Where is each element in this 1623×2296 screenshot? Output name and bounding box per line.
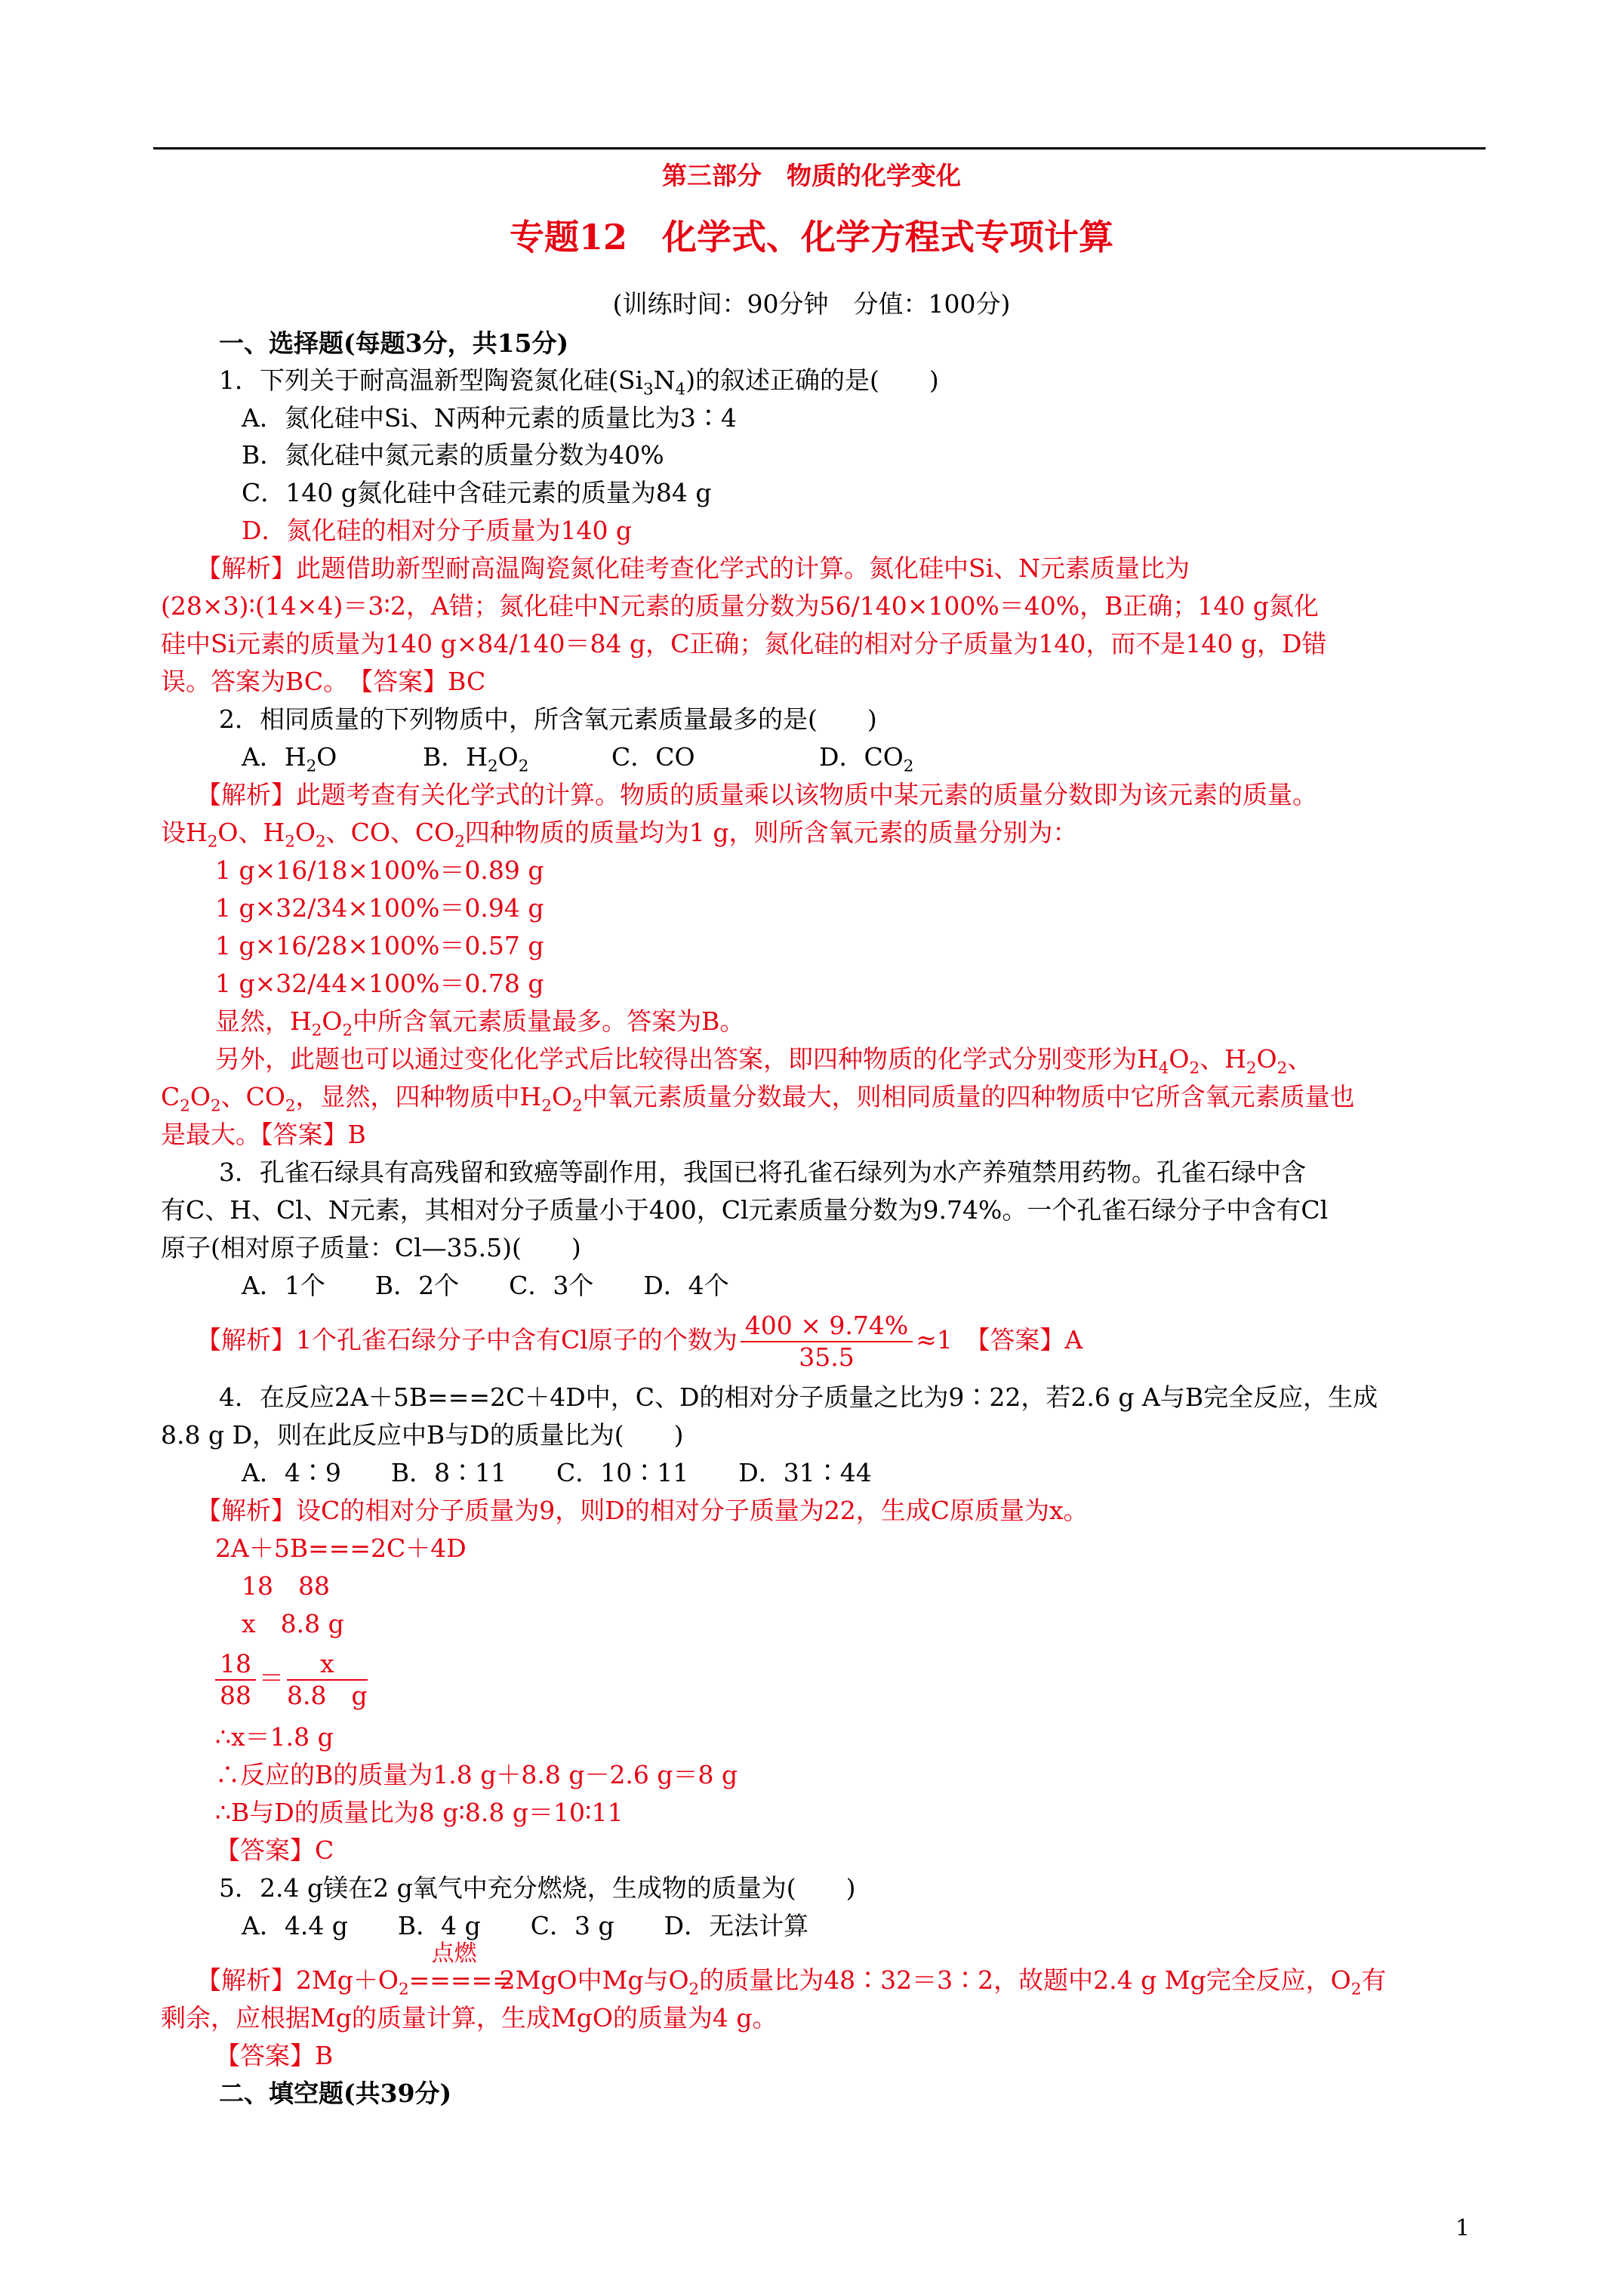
q4-equation: 2A＋5B===2C＋4D — [215, 1533, 467, 1563]
q2-alt-2: $C_2O_2$、$CO_2$，显然，四种物质中$H_2O_2$中氧元素质量分数最大，则相同质量的四种物质中它所含氧元素质量也 — [161, 1082, 1355, 1116]
q2-option-c: C．CO — [611, 742, 695, 772]
part2-heading: 二、填空题(共39分) — [219, 2079, 452, 2108]
q5-explanation-1: 【解析】$2Mg+O_2$ 点燃 ===== 2MgO中Mg与$O_2$的质量比为48∶32＝3∶2，故题中2.4 g Mg完全反应，$O_2$有 — [196, 1940, 1387, 1999]
q5-explanation-2: 剩余，应根据Mg的质量计算，生成MgO的质量为4 g。 — [161, 2003, 778, 2032]
q1-option-c: C．140 g氮化硅中含硅元素的质量为84 g — [242, 478, 712, 507]
q4-step-1: ∴x＝1.8 g — [215, 1722, 334, 1752]
q2-stem: 2．相同质量的下列物质中，所含氧元素质量最多的是( ) — [219, 704, 877, 734]
q1-explanation-2: (28×3)∶(14×4)＝3∶2，A错；氮化硅中N元素的质量分数为56/140×100%＝40%，B正确；140 g氮化 — [161, 591, 1319, 621]
q3-explanation: 【解析】1个孔雀石绿分子中含有Cl原子的个数为 $\frac{400 \times 9.74\%}{35.5}$ ≈1 【答案】A — [196, 1311, 1083, 1372]
q2-option-a: A．$H_2O$ — [242, 742, 337, 776]
q4-stem-2: 8.8 g D，则在此反应中B与D的质量比为( ) — [161, 1420, 684, 1450]
q1-explanation-4: 误。答案为BC。 【答案】BC — [161, 667, 486, 696]
q2-alt-3: 是最大。【答案】B — [161, 1120, 366, 1149]
q5-answer: 【答案】B — [215, 2041, 334, 2070]
q2-explanation-1: 【解析】此题考查有关化学式的计算。物质的质量乘以该物质中某元素的质量分数即为该元素的质量。 — [196, 780, 1317, 809]
q4-stem-1: 4．在反应2A＋5B===2C＋4D中，C、D的相对分子质量之比为9∶22，若2.6 g A与B完全反应，生成 — [219, 1382, 1378, 1412]
q4-step-2: ∴反应的B的质量为1.8 g＋8.8 g－2.6 g＝8 g — [215, 1760, 738, 1789]
q4-row-2: x 8.8 g — [242, 1609, 344, 1638]
q2-option-d: D．$CO_2$ — [819, 742, 914, 776]
q1-explanation-1: 【解析】此题借助新型耐高温陶瓷氮化硅考查化学式的计算。氮化硅中Si、N元素质量比为 — [196, 553, 1190, 583]
q1-option-b: B．氮化硅中氮元素的质量分数为40% — [242, 440, 664, 470]
q1-option-a: A．氮化硅中Si、N两种元素的质量比为3∶4 — [242, 403, 737, 433]
q2-calc-3: 1 g×16/28×100%＝0.57 g — [215, 931, 544, 960]
q2-option-b: B．$H_2O_2$ — [423, 742, 529, 776]
q2-calc-4: 1 g×32/44×100%＝0.78 g — [215, 969, 544, 998]
q2-explanation-2: 设$H_2O$、$H_2O_2$、CO、$CO_2$四种物质的质量均为1 g，则所含氧元素的质量分别为： — [161, 818, 1078, 852]
q4-step-3: ∴B与D的质量比为8 g∶8.8 g＝10∶11 — [215, 1798, 624, 1827]
section-title: 第三部分 物质的化学变化 — [662, 161, 961, 190]
q4-row-1: 18 88 — [242, 1571, 330, 1601]
q1-stem: 1．下列关于耐高温新型陶瓷氮化硅$(Si_3N_4)$的叙述正确的是( ) — [219, 365, 939, 399]
q4-proportion: $\frac{18}{88}$ ＝ $\frac{x}{8.8 g}$ — [215, 1644, 371, 1712]
q3-stem-1: 3．孔雀石绿具有高残留和致癌等副作用，我国已将孔雀石绿列为水产养殖禁用药物。孔雀石绿中含 — [219, 1157, 1306, 1187]
q1-option-d: D．氮化硅的相对分子质量为140 g — [242, 516, 633, 545]
part1-heading: 一、选择题(每题3分，共15分) — [219, 328, 569, 358]
q2-alt-1: 另外，此题也可以通过变化化学式后比较得出答案，即四种物质的化学式分别变形为$H_4O_2$、$H_2O_2$、 — [215, 1044, 1313, 1078]
q5-options: A．4.4 g B．4 g C．3 g D．无法计算 — [242, 1911, 809, 1940]
q3-stem-2: 有C、H、Cl、N元素，其相对分子质量小于400，Cl元素质量分数为9.74%。一个孔雀石绿分子中含有Cl — [161, 1195, 1329, 1225]
q1-explanation-3: 硅中Si元素的质量为140 g×84/140＝84 g，C正确；氮化硅的相对分子质量为140，而不是140 g，D错 — [161, 629, 1327, 658]
header-rule — [153, 147, 1486, 149]
q2-calc-1: 1 g×16/18×100%＝0.89 g — [215, 855, 544, 885]
q2-conclusion: 显然，$H_2O_2$中所含氧元素质量最多。答案为B。 — [215, 1006, 745, 1040]
q4-options: A．4∶9 B．8∶11 C．10∶11 D．31∶44 — [242, 1458, 872, 1487]
q5-stem: 5．2.4 g镁在2 g氧气中充分燃烧，生成物的质量为( ) — [219, 1873, 856, 1903]
page-number: 1 — [1455, 2215, 1471, 2242]
q3-options: A．1个 B．2个 C．3个 D．4个 — [242, 1271, 729, 1300]
q4-explanation: 【解析】设C的相对分子质量为9，则D的相对分子质量为22，生成C原质量为x。 — [196, 1496, 1089, 1525]
q3-stem-3: 原子(相对原子质量：Cl—35.5)( ) — [161, 1233, 581, 1262]
training-meta: (训练时间：90分钟 分值：100分) — [612, 289, 1011, 319]
page-title: 专题12 化学式、化学方程式专项计算 — [509, 217, 1113, 257]
q4-answer: 【答案】C — [215, 1835, 334, 1865]
q3-fraction: $\frac{400 \times 9.74\%}{35.5}$ — [741, 1311, 913, 1373]
reaction-condition: 点燃 ===== — [408, 1940, 513, 1995]
q2-calc-2: 1 g×32/34×100%＝0.94 g — [215, 893, 544, 923]
